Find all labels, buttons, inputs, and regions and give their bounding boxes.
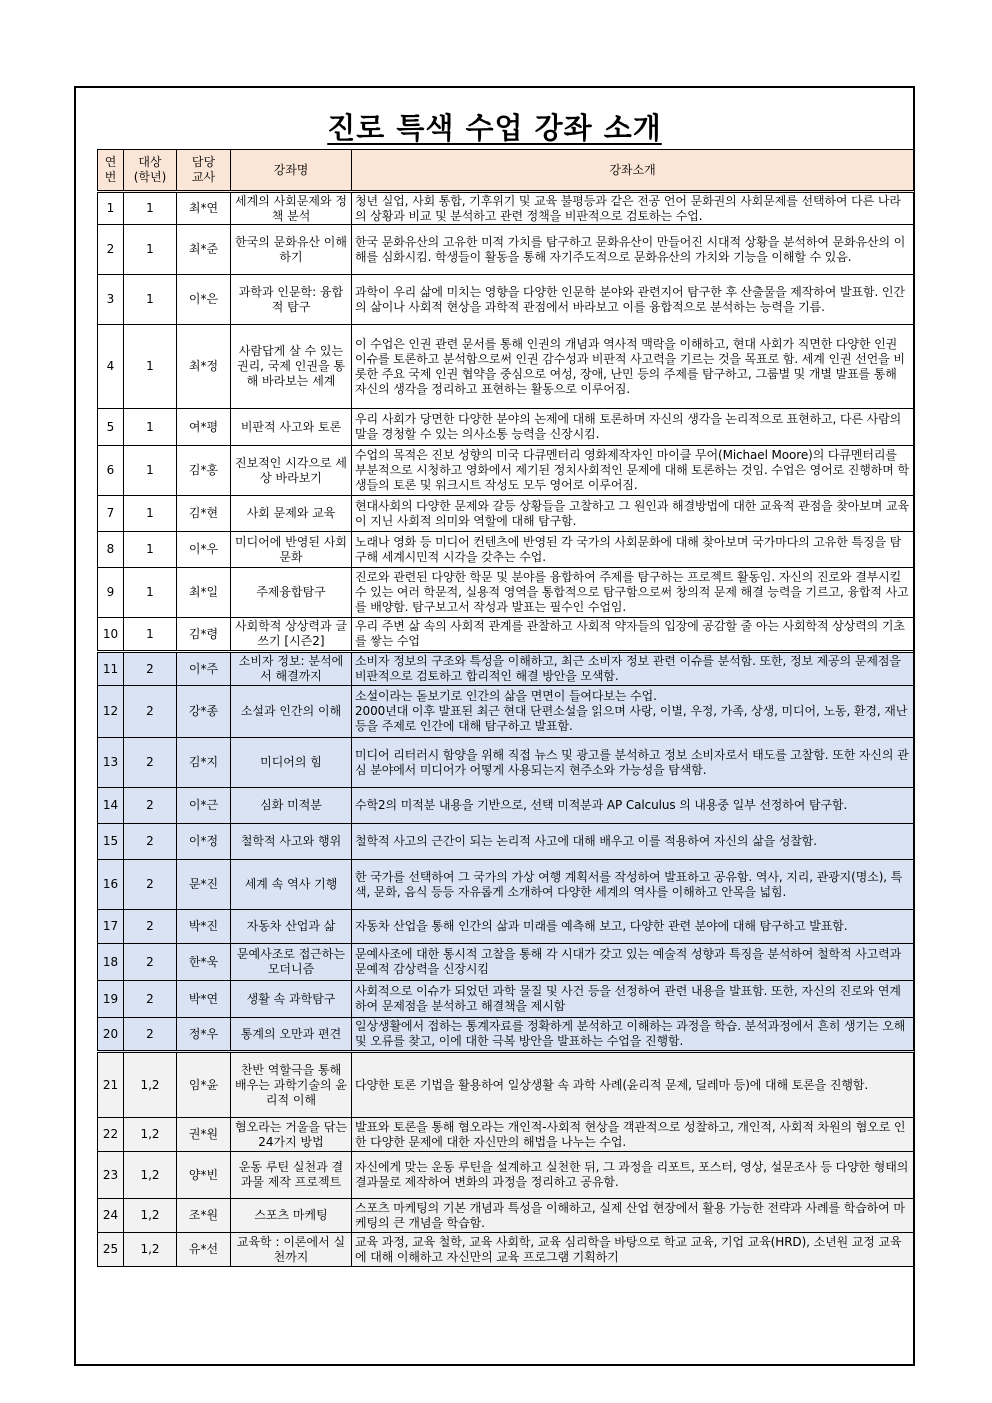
row-course-name: 운동 루틴 실천과 결과물 제작 프로젝트 xyxy=(231,1152,352,1199)
table-row xyxy=(98,568,914,618)
row-course-desc: 수업의 목적은 진보 성향의 미국 다큐멘터리 영화제작자인 마이클 무어(Michael Moore)의 다큐멘터리를 부분적으로 시청하고 영화에서 제기된 정치사회적인 문제에 대해 토론하는 것임. 수업은 영어로 진행하며 학생들의 토론 및 워크시트 작성도 모두 영어로 이루어짐. xyxy=(352,446,914,496)
row-grade: 2 xyxy=(124,860,177,910)
row-grade: 1 xyxy=(124,325,177,409)
row-course-desc: 청년 실업, 사회 통합, 기후위기 및 교육 불평등과 같은 전공 언어 문화권의 사회문제를 선택하여 다른 나라의 상황과 비교 및 분석하고 관련 정책을 비판적으로 검토하는 수업. xyxy=(352,192,914,225)
row-grade: 1,2 xyxy=(124,1052,177,1118)
row-teacher: 김*령 xyxy=(177,618,231,652)
row-grade: 2 xyxy=(124,738,177,788)
row-teacher: 양*빈 xyxy=(177,1152,231,1199)
row-teacher: 권*원 xyxy=(177,1118,231,1152)
row-course-desc: 한국 문화유산의 고유한 미적 가치를 탐구하고 문화유산이 만들어진 시대적 상황을 분석하여 문화유산의 이해를 심화시킴. 학생들이 활동을 통해 자기주도적으로 문화유산의 가치와 기능을 이해할 수 있음. xyxy=(352,225,914,275)
row-course-desc: 발표와 토론을 통해 혐오라는 개인적-사회적 현상을 객관적으로 성찰하고, 개인적, 사회적 차원의 혐오로 인한 다양한 문제에 대한 자신만의 해법을 나누는 수업. xyxy=(352,1118,914,1152)
row-course-desc: 사회적으로 이슈가 되었던 과학 물질 및 사건 등을 선정하여 관련 내용을 발표함. 또한, 자신의 진로와 연계하여 문제점을 분석하고 해결책을 제시함 xyxy=(352,981,914,1018)
row-grade: 1,2 xyxy=(124,1152,177,1199)
row-course-desc: 문예사조에 대한 통시적 고찰을 통해 각 시대가 갖고 있는 예술적 성향과 특징을 분석하여 철학적 사고력과 문예적 감상력을 신장시킴 xyxy=(352,944,914,981)
row-course-desc: 과학이 우리 삶에 미치는 영향을 다양한 인문학 분야와 관련지어 탐구한 후 산출물을 제작하여 발표함. 인간의 삶이나 사회적 현상을 과학적 관점에서 바라보고 이를 융합적으로 분석하는 능력을 기름. xyxy=(352,275,914,325)
table-row xyxy=(98,446,914,496)
row-grade: 2 xyxy=(124,981,177,1018)
row-teacher: 박*진 xyxy=(177,910,231,944)
table-row xyxy=(98,860,914,910)
row-no: 16 xyxy=(98,860,124,910)
row-no: 6 xyxy=(98,446,124,496)
header-course: 강좌명 xyxy=(231,150,352,192)
row-course-name: 생활 속 과학탐구 xyxy=(231,981,352,1018)
row-course-desc: 우리 사회가 당면한 다양한 분야의 논제에 대해 토론하며 자신의 생각을 논리적으로 표현하고, 다른 사람의 말을 경청할 수 있는 의사소통 능력을 신장시킴. xyxy=(352,409,914,446)
row-grade: 1,2 xyxy=(124,1233,177,1267)
row-course-name: 심화 미적분 xyxy=(231,788,352,824)
table-row xyxy=(98,652,914,686)
row-teacher: 문*진 xyxy=(177,860,231,910)
row-course-desc: 다양한 토론 기법을 활용하여 일상생활 속 과학 사례(윤리적 문제, 딜레마 등)에 대해 토론을 진행함. xyxy=(352,1052,914,1118)
row-no: 8 xyxy=(98,532,124,568)
row-grade: 1 xyxy=(124,225,177,275)
header-grade: 대상 (학년) xyxy=(124,150,177,192)
row-grade: 2 xyxy=(124,652,177,686)
row-no: 17 xyxy=(98,910,124,944)
row-course-desc: 자동차 산업을 통해 인간의 삶과 미래를 예측해 보고, 다양한 관련 분야에 대해 탐구하고 발표함. xyxy=(352,910,914,944)
row-grade: 2 xyxy=(124,944,177,981)
row-grade: 2 xyxy=(124,910,177,944)
row-course-desc: 우리 주변 삶 속의 사회적 관계를 관찰하고 사회적 약자들의 입장에 공감할 줄 아는 사회학적 상상력의 기초를 쌓는 수업 xyxy=(352,618,914,652)
row-course-name: 미디어의 힘 xyxy=(231,738,352,788)
row-grade: 1 xyxy=(124,409,177,446)
row-course-desc: 노래나 영화 등 미디어 컨텐츠에 반영된 각 국가의 사회문화에 대해 찾아보며 국가마다의 고유한 특징을 탐구해 세계시민적 시각을 갖추는 수업. xyxy=(352,532,914,568)
row-no: 10 xyxy=(98,618,124,652)
row-teacher: 조*원 xyxy=(177,1199,231,1233)
row-no: 20 xyxy=(98,1018,124,1052)
row-course-name: 미디어에 반영된 사회문화 xyxy=(231,532,352,568)
row-teacher: 최*연 xyxy=(177,192,231,225)
table-row xyxy=(98,788,914,824)
row-course-name: 문예사조로 접근하는 모더니즘 xyxy=(231,944,352,981)
row-teacher: 이*정 xyxy=(177,824,231,860)
table-header-row xyxy=(98,150,914,192)
row-grade: 2 xyxy=(124,686,177,738)
row-course-name: 혐오라는 거울을 닦는 24가지 방법 xyxy=(231,1118,352,1152)
row-course-desc: 교육 과정, 교육 철학, 교육 사회학, 교육 심리학을 바탕으로 학교 교육, 기업 교육(HRD), 소년원 교정 교육에 대해 이해하고 자신만의 교육 프로그램 기획하기 xyxy=(352,1233,914,1267)
row-teacher: 이*은 xyxy=(177,275,231,325)
row-no: 4 xyxy=(98,325,124,409)
table-row xyxy=(98,532,914,568)
row-no: 12 xyxy=(98,686,124,738)
table-row xyxy=(98,686,914,738)
row-teacher: 여*평 xyxy=(177,409,231,446)
row-no: 14 xyxy=(98,788,124,824)
row-course-desc: 일상생활에서 접하는 통계자료를 정확하게 분석하고 이해하는 과정을 학습. 분석과정에서 흔히 생기는 오해 및 오류를 찾고, 이에 대한 극복 방안을 발표하는 수업을 진행함. xyxy=(352,1018,914,1052)
row-course-desc: 진로와 관련된 다양한 학문 및 분야를 융합하여 주제를 탐구하는 프로젝트 활동임. 자신의 진로와 결부시킬 수 있는 여러 학문적, 실용적 영역을 통합적으로 탐구함으로써 창의적 문제 해결 능력을 기르고, 융합적 사고를 배양함. 탐구보고서 작성과 발표는 필수인 수업임. xyxy=(352,568,914,618)
row-teacher: 김*현 xyxy=(177,496,231,532)
table-row xyxy=(98,1018,914,1052)
table-row xyxy=(98,618,914,652)
table-row xyxy=(98,1152,914,1199)
row-grade: 2 xyxy=(124,1018,177,1052)
table-row xyxy=(98,1118,914,1152)
row-no: 2 xyxy=(98,225,124,275)
table-row xyxy=(98,944,914,981)
row-no: 7 xyxy=(98,496,124,532)
table-row xyxy=(98,192,914,225)
row-course-desc: 자신에게 맞는 운동 루틴을 설계하고 실천한 뒤, 그 과정을 리포트, 포스터, 영상, 설문조사 등 다양한 형태의 결과물로 제작하여 변화의 과정을 정리하고 공유함. xyxy=(352,1152,914,1199)
table-row xyxy=(98,910,914,944)
row-course-desc: 철학적 사고의 근간이 되는 논리적 사고에 대해 배우고 이를 적용하여 자신의 삶을 성찰함. xyxy=(352,824,914,860)
page-title: 진로 특색 수업 강좌 소개 xyxy=(327,111,662,145)
row-course-name: 통계의 오만과 편견 xyxy=(231,1018,352,1052)
row-course-name: 사회학적 상상력과 글쓰기 [시즌2] xyxy=(231,618,352,652)
row-course-desc: 미디어 리터러시 함양을 위해 직접 뉴스 및 광고를 분석하고 정보 소비자로서 태도를 고찰함. 또한 자신의 관심 분야에서 미디어가 어떻게 사용되는지 현주소와 가능성을 탐색함. xyxy=(352,738,914,788)
row-course-name: 진보적인 시각으로 세상 바라보기 xyxy=(231,446,352,496)
table-row xyxy=(98,824,914,860)
row-no: 9 xyxy=(98,568,124,618)
row-teacher: 유*선 xyxy=(177,1233,231,1267)
row-no: 1 xyxy=(98,192,124,225)
row-no: 11 xyxy=(98,652,124,686)
row-teacher: 이*주 xyxy=(177,652,231,686)
row-grade: 2 xyxy=(124,788,177,824)
table-row xyxy=(98,738,914,788)
row-course-name: 소설과 인간의 이해 xyxy=(231,686,352,738)
row-teacher: 정*우 xyxy=(177,1018,231,1052)
course-table xyxy=(97,149,914,1267)
row-no: 15 xyxy=(98,824,124,860)
document-frame xyxy=(74,86,915,1366)
table-row xyxy=(98,496,914,532)
row-no: 18 xyxy=(98,944,124,981)
row-course-name: 교육학 : 이론에서 실천까지 xyxy=(231,1233,352,1267)
row-grade: 1 xyxy=(124,618,177,652)
row-teacher: 박*연 xyxy=(177,981,231,1018)
row-grade: 1 xyxy=(124,496,177,532)
row-grade: 1 xyxy=(124,192,177,225)
row-course-desc: 한 국가를 선택하여 그 국가의 가상 여행 계획서를 작성하여 발표하고 공유함. 역사, 지리, 관광지(명소), 특색, 문화, 음식 등등 자유롭게 소개하여 다양한 세계의 역사를 이해하고 안목을 넓힘. xyxy=(352,860,914,910)
row-no: 19 xyxy=(98,981,124,1018)
row-grade: 2 xyxy=(124,824,177,860)
table-row xyxy=(98,1199,914,1233)
row-course-name: 스포츠 마케팅 xyxy=(231,1199,352,1233)
table-row xyxy=(98,981,914,1018)
row-teacher: 이*우 xyxy=(177,532,231,568)
row-teacher: 최*정 xyxy=(177,325,231,409)
row-teacher: 김*지 xyxy=(177,738,231,788)
row-teacher: 강*종 xyxy=(177,686,231,738)
row-course-name: 과학과 인문학: 융합적 탐구 xyxy=(231,275,352,325)
row-course-name: 비판적 사고와 토론 xyxy=(231,409,352,446)
header-desc: 강좌소개 xyxy=(352,150,914,192)
row-course-name: 세계 속 역사 기행 xyxy=(231,860,352,910)
row-teacher: 이*근 xyxy=(177,788,231,824)
row-course-name: 세계의 사회문제와 정책 분석 xyxy=(231,192,352,225)
row-no: 21 xyxy=(98,1052,124,1118)
row-grade: 1 xyxy=(124,446,177,496)
row-course-name: 사람답게 살 수 있는 권리, 국제 인권을 통해 바라보는 세계 xyxy=(231,325,352,409)
row-grade: 1 xyxy=(124,275,177,325)
table-row xyxy=(98,275,914,325)
row-grade: 1 xyxy=(124,568,177,618)
row-course-desc: 소설이라는 돋보기로 인간의 삶을 면면이 들여다보는 수업. 2000년대 이후 발표된 최근 현대 단편소설을 읽으며 사랑, 이별, 우정, 가족, 상생, 미디어, 노동, 환경, 재난 등을 주제로 인간에 대해 탐구하고 발표함. xyxy=(352,686,914,738)
row-teacher: 김*홍 xyxy=(177,446,231,496)
header-no: 연 번 xyxy=(98,150,124,192)
row-no: 25 xyxy=(98,1233,124,1267)
row-no: 23 xyxy=(98,1152,124,1199)
row-course-desc: 이 수업은 인권 관련 문서를 통해 인권의 개념과 역사적 맥락을 이해하고, 현대 사회가 직면한 다양한 인권 이슈를 토론하고 분석함으로써 인권 감수성과 비판적 사고력을 기르는 것을 목표로 함. 세계 인권 선언을 비롯한 주요 국제 인권 협약을 중심으로 여성, 장애, 난민 등의 주제를 탐구하고, 그룹별 및 개별 발표를 통해 자신의 생각을 정리하고 표현하는 활동으로 이루어짐. xyxy=(352,325,914,409)
row-no: 24 xyxy=(98,1199,124,1233)
row-course-desc: 수학2의 미적분 내용을 기반으로, 선택 미적분과 AP Calculus 의 내용중 일부 선정하여 탐구함. xyxy=(352,788,914,824)
row-no: 5 xyxy=(98,409,124,446)
row-course-name: 철학적 사고와 행위 xyxy=(231,824,352,860)
row-course-name: 사회 문제와 교육 xyxy=(231,496,352,532)
row-teacher: 최*준 xyxy=(177,225,231,275)
row-teacher: 한*욱 xyxy=(177,944,231,981)
row-grade: 1,2 xyxy=(124,1118,177,1152)
table-row xyxy=(98,409,914,446)
table-row xyxy=(98,1233,914,1267)
row-grade: 1 xyxy=(124,532,177,568)
row-no: 13 xyxy=(98,738,124,788)
header-teacher: 담당 교사 xyxy=(177,150,231,192)
table-row xyxy=(98,1052,914,1118)
row-grade: 1,2 xyxy=(124,1199,177,1233)
row-course-name: 소비자 정보: 분석에서 해결까지 xyxy=(231,652,352,686)
row-course-name: 자동차 산업과 삶 xyxy=(231,910,352,944)
row-course-desc: 현대사회의 다양한 문제와 갈등 상황들을 고찰하고 그 원인과 해결방법에 대한 교육적 관점을 찾아보며 교육이 지닌 사회적 의미와 역할에 대해 탐구함. xyxy=(352,496,914,532)
row-teacher: 임*윤 xyxy=(177,1052,231,1118)
row-teacher: 최*일 xyxy=(177,568,231,618)
row-course-name: 주제융합탐구 xyxy=(231,568,352,618)
row-no: 3 xyxy=(98,275,124,325)
row-course-name: 한국의 문화유산 이해하기 xyxy=(231,225,352,275)
row-no: 22 xyxy=(98,1118,124,1152)
row-course-desc: 스포츠 마케팅의 기본 개념과 특성을 이해하고, 실제 산업 현장에서 활용 가능한 전략과 사례를 학습하여 마케팅의 큰 개념을 학습함. xyxy=(352,1199,914,1233)
table-row xyxy=(98,325,914,409)
table-row xyxy=(98,225,914,275)
row-course-name: 찬반 역할극을 통해 배우는 과학기술의 윤리적 이해 xyxy=(231,1052,352,1118)
row-course-desc: 소비자 정보의 구조와 특성을 이해하고, 최근 소비자 정보 관련 이슈를 분석함. 또한, 정보 제공의 문제점을 비판적으로 검토하고 합리적인 해결 방안을 모색함. xyxy=(352,652,914,686)
